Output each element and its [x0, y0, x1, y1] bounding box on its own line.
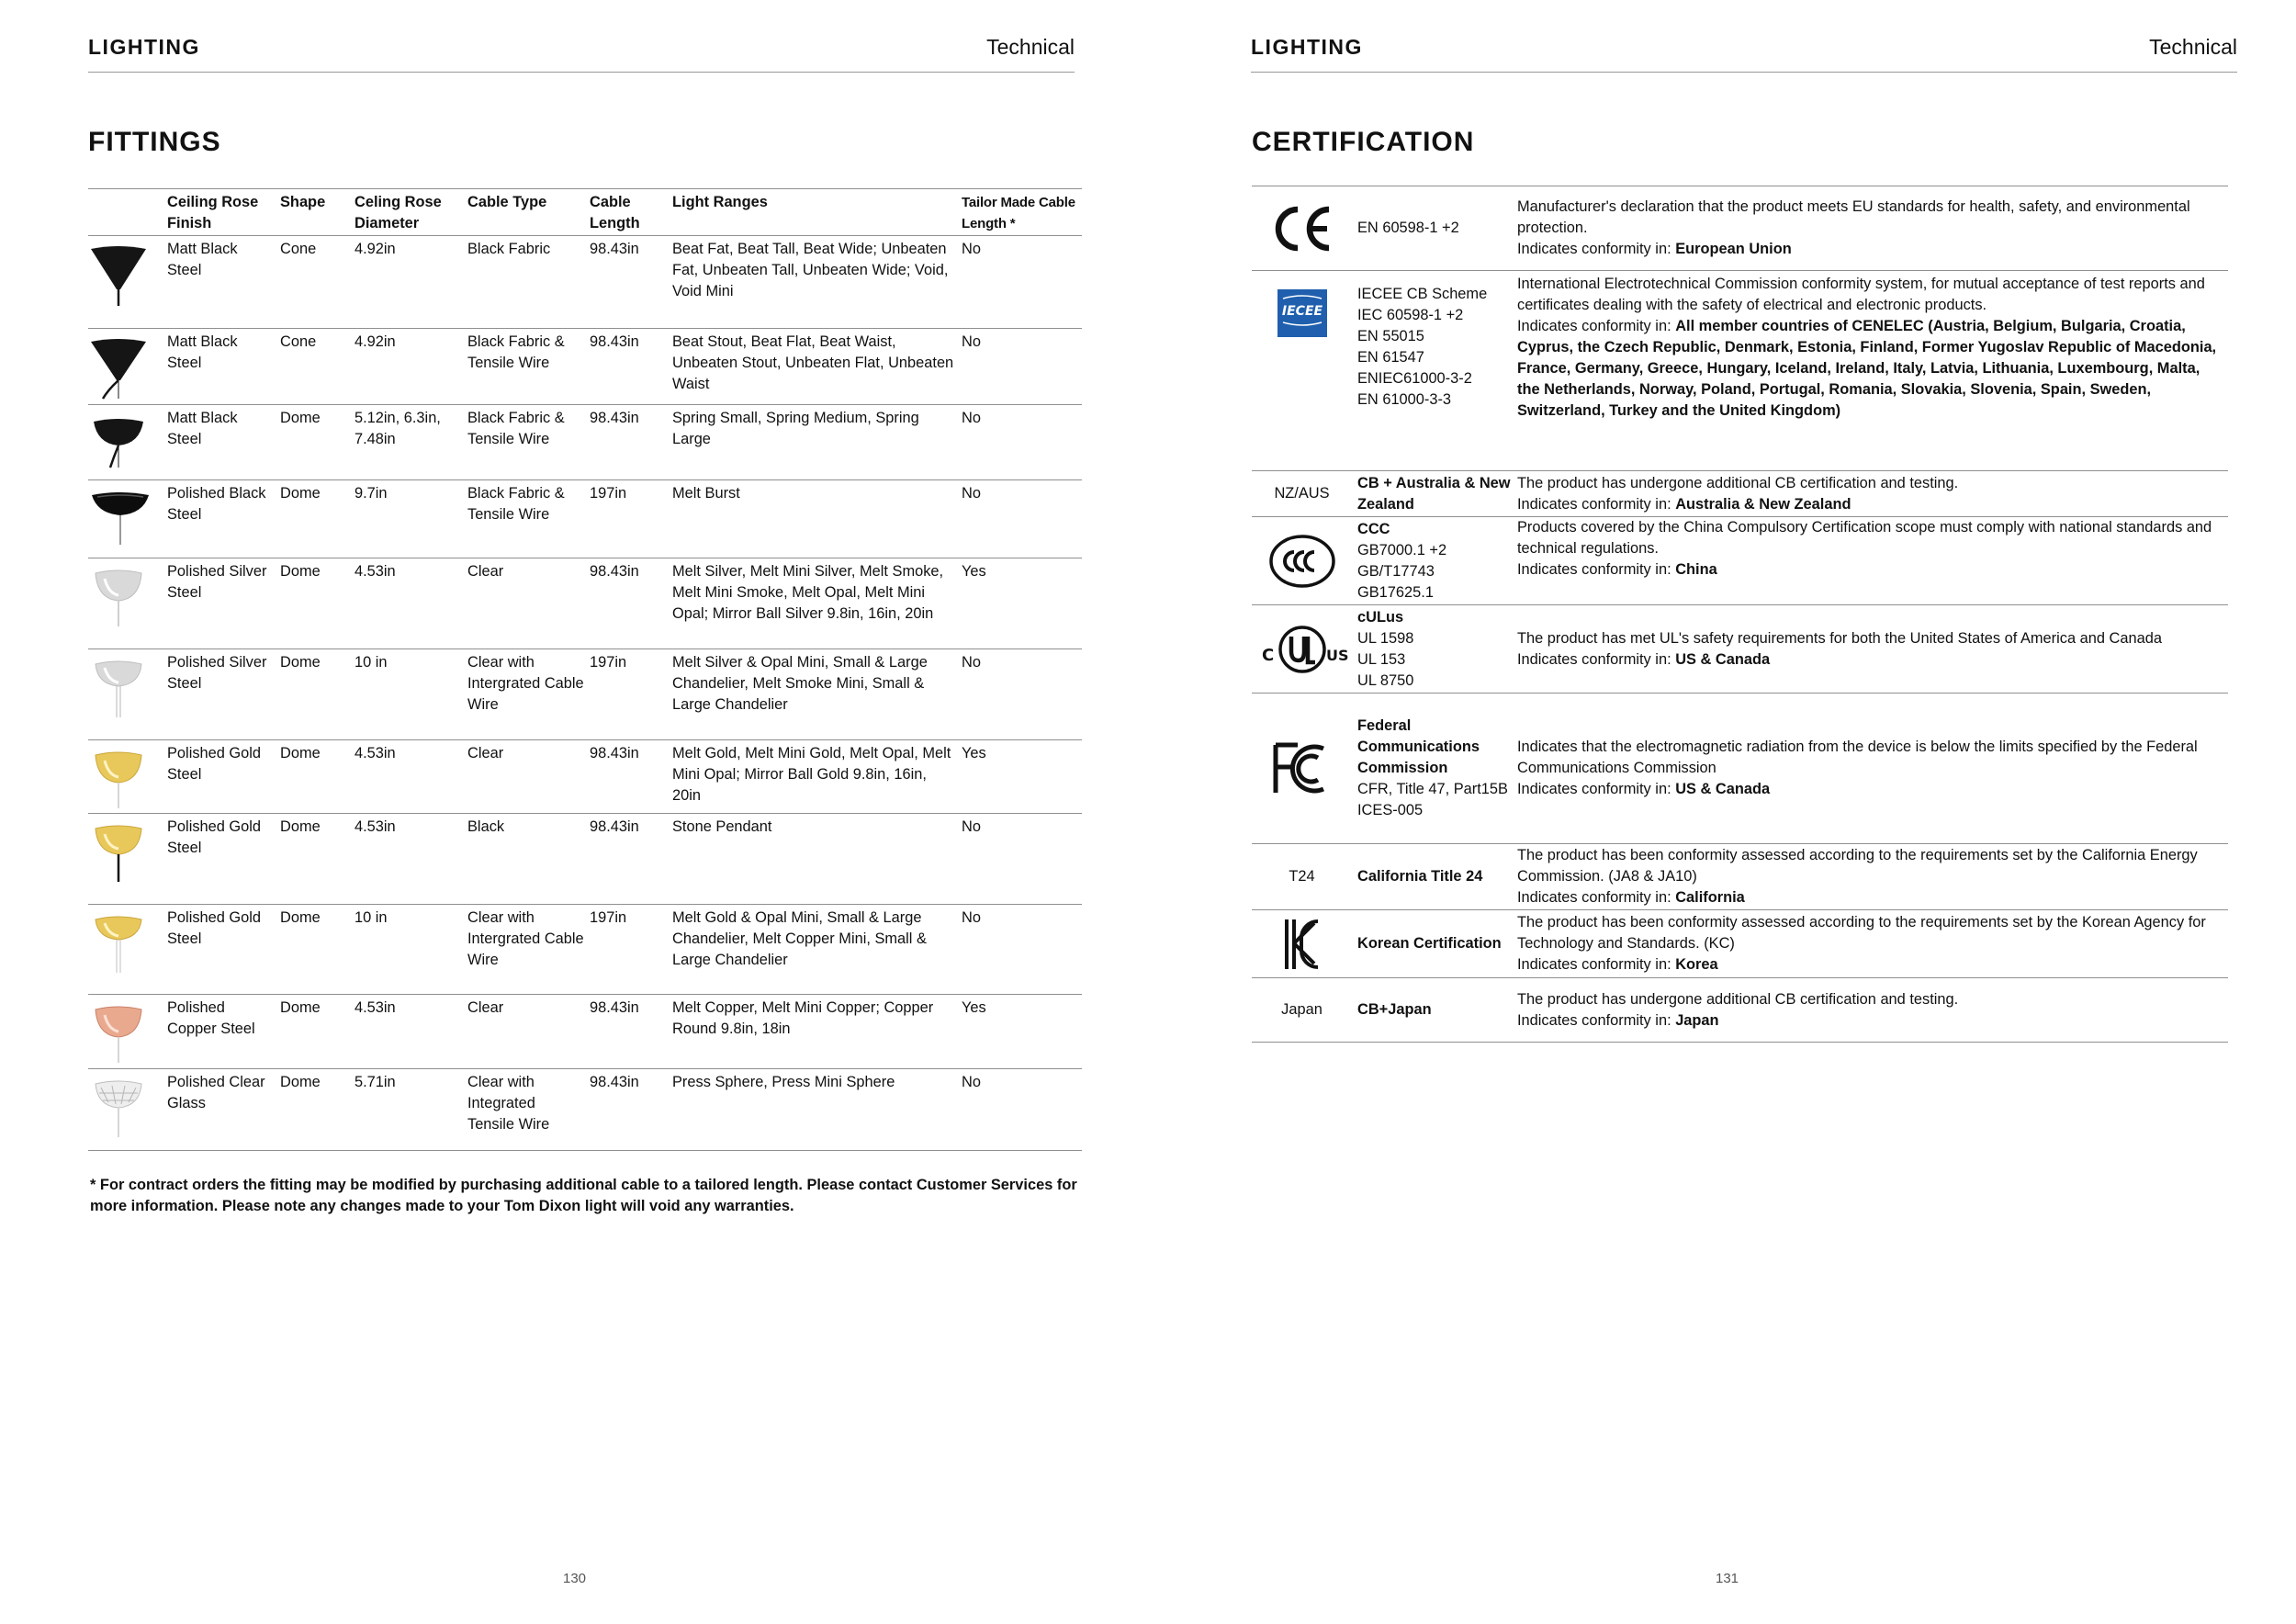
ul-mark-icon: [1252, 605, 1357, 694]
cert-code: GB7000.1 +2: [1357, 541, 1447, 558]
fittings-table: [88, 188, 1082, 1151]
cert-row: [1252, 271, 2228, 471]
col-cable-type: Cable Type: [467, 194, 547, 210]
cell-diameter: 10 in: [355, 909, 388, 926]
cell-tailor: No: [962, 1074, 981, 1090]
conformity-value: China: [1675, 561, 1717, 578]
cert-desc-text: The product has undergone additional CB certification and testing.: [1517, 474, 1959, 491]
cert-description: [1517, 517, 2228, 605]
conformity-prefix: Indicates conformity in:: [1517, 956, 1676, 973]
cell-shape: Dome: [280, 410, 321, 426]
page-header: [1251, 35, 2237, 73]
cell-shape: Dome: [280, 485, 321, 502]
cell-cable-type: Clear: [467, 563, 504, 580]
cert-description: [1517, 978, 2228, 1043]
cell-tailor: Yes: [962, 563, 986, 580]
svg-text:US: US: [1325, 646, 1349, 664]
table-row: [88, 905, 1082, 995]
cert-desc-text: The product has been conformity assessed according to the requirements set by the California Energy Commission. (JA8 & JA10): [1517, 847, 2198, 885]
cell-diameter: 4.92in: [355, 333, 396, 350]
cert-row: [1252, 186, 2228, 271]
cell-tailor: No: [962, 241, 981, 257]
cert-code: IEC 60598-1 +2: [1357, 307, 1464, 323]
cone-fitting-icon: [88, 329, 167, 405]
table-row: [88, 1069, 1082, 1151]
cell-cable-type: Clear with Intergrated Cable Wire: [467, 909, 584, 968]
dome-fitting-icon: [88, 814, 167, 905]
iecee-logo-text: IECEE: [1281, 304, 1322, 319]
cert-description: [1517, 271, 2228, 471]
cell-cable-length: 197in: [590, 654, 627, 671]
cell-cable-type: Clear with Intergrated Cable Wire: [467, 654, 584, 713]
cell-finish: Polished Gold Steel: [167, 818, 262, 856]
cell-cable-type: Black Fabric & Tensile Wire: [467, 333, 565, 371]
cert-name: CB+Japan: [1357, 1001, 1432, 1018]
cell-cable-type: Black Fabric: [467, 241, 551, 257]
page-title: CERTIFICATION: [1252, 127, 1475, 157]
dome-fitting-icon: [88, 905, 167, 995]
cell-cable-length: 197in: [590, 485, 627, 502]
conformity-value: US & Canada: [1675, 781, 1771, 797]
cell-tailor: No: [962, 654, 981, 671]
cert-description: [1517, 186, 2228, 271]
col-shape: Shape: [280, 194, 326, 210]
cell-diameter: 4.53in: [355, 745, 396, 761]
cell-finish: Matt Black Steel: [167, 410, 238, 447]
cert-name: cULus: [1357, 608, 1404, 626]
brand-title: LIGHTING: [88, 35, 200, 59]
cert-description: [1517, 605, 2228, 694]
conformity-value: All member countries of CENELEC (Austria, Belgium, Bulgaria, Croatia, Cyprus, the Czech Republic, Denmark, Estonia, Finland, Former Yugoslav Republic of Macedonia, France, Germany, Greece, Hungary, Iceland, Ireland, Italy, Latvia, Lithuania, Luxembourg, Malta, the Netherlands, Norway, Poland, Portugal, Romania, Slovakia, Slovenia, Spain, Sweden, Switzerland, Turkey and the United Kingdom): [1517, 318, 2217, 419]
table-row: [88, 649, 1082, 740]
cert-code: EN 60598-1 +2: [1357, 220, 1459, 236]
cert-desc-text: Indicates that the electromagnetic radiation from the device is below the limits specified by the Federal Communications Commission: [1517, 739, 2198, 776]
cert-code: ENIEC61000-3-2: [1357, 370, 1472, 387]
fcc-mark-icon: [1252, 694, 1357, 844]
svg-text:C: C: [1261, 645, 1274, 665]
cell-shape: Dome: [280, 745, 321, 761]
cell-shape: Dome: [280, 1074, 321, 1090]
dome-fitting-icon: [88, 740, 167, 814]
cell-cable-length: 98.43in: [590, 563, 639, 580]
conformity-value: Australia & New Zealand: [1675, 495, 1851, 513]
cell-tailor: No: [962, 909, 981, 926]
cell-cable-type: Clear: [467, 999, 504, 1016]
cert-row: [1252, 844, 2228, 910]
page-number: 131: [1716, 1571, 1739, 1586]
cell-cable-length: 98.43in: [590, 410, 639, 426]
cell-finish: Matt Black Steel: [167, 241, 238, 278]
cone-fitting-icon: [88, 236, 167, 329]
cell-diameter: 4.53in: [355, 818, 396, 835]
cell-tailor: No: [962, 485, 981, 502]
cert-row: [1252, 517, 2228, 605]
col-cable-length: Cable Length: [590, 194, 640, 231]
cell-shape: Dome: [280, 654, 321, 671]
cert-code: GB/T17743: [1357, 562, 1435, 580]
cell-finish: Matt Black Steel: [167, 333, 238, 371]
kc-mark-icon: [1252, 910, 1357, 978]
cert-desc-text: The product has met UL's safety requirements for both the United States of America and Canada: [1517, 629, 2162, 647]
cert-region-tag: Japan: [1281, 1001, 1322, 1018]
cell-finish: Polished Gold Steel: [167, 745, 262, 783]
page-title: FITTINGS: [88, 127, 221, 157]
cell-diameter: 4.53in: [355, 999, 396, 1016]
cert-name: Federal Communications Commission: [1357, 717, 1480, 776]
cell-shape: Cone: [280, 333, 317, 350]
certification-table: [1252, 186, 2228, 1043]
cert-row: [1252, 694, 2228, 844]
ccc-mark-icon: [1252, 517, 1357, 605]
cell-cable-type: Clear with Integrated Tensile Wire: [467, 1074, 550, 1133]
col-finish: Ceiling Rose Finish: [167, 194, 259, 231]
cert-codes: [1357, 605, 1517, 694]
cert-row: [1252, 910, 2228, 978]
iecee-logo-icon: [1252, 271, 1357, 471]
cell-ranges: Spring Small, Spring Medium, Spring Large: [672, 410, 919, 447]
cert-codes: [1357, 271, 1517, 471]
dome-fitting-icon: [88, 649, 167, 740]
cert-region-tag: NZ/AUS: [1274, 485, 1330, 502]
col-image: [88, 189, 167, 236]
cell-tailor: No: [962, 333, 981, 350]
cert-row: [1252, 978, 2228, 1043]
dome-fitting-icon: [88, 1069, 167, 1151]
dome-fitting-icon: [88, 405, 167, 480]
cell-cable-type: Black: [467, 818, 505, 835]
cell-shape: Cone: [280, 241, 317, 257]
cert-desc-text: Manufacturer's declaration that the product meets EU standards for health, safety, and environmental protection.: [1517, 198, 2190, 236]
cert-codes: [1357, 517, 1517, 605]
cell-finish: Polished Copper Steel: [167, 999, 255, 1037]
cell-finish: Polished Gold Steel: [167, 909, 262, 947]
cell-ranges: Stone Pendant: [672, 818, 772, 835]
cert-description: [1517, 910, 2228, 978]
cert-code: GB17625.1: [1357, 583, 1434, 601]
cell-ranges: Melt Burst: [672, 485, 740, 502]
cert-row: [1252, 471, 2228, 517]
conformity-prefix: Indicates conformity in:: [1517, 241, 1676, 257]
conformity-value: Japan: [1675, 1011, 1719, 1029]
cert-desc-text: The product has been conformity assessed according to the requirements set by the Korean Agency for Technology and Standards. (KC): [1517, 914, 2206, 952]
conformity-prefix: Indicates conformity in:: [1517, 889, 1676, 906]
cert-code: EN 55015: [1357, 328, 1424, 344]
table-row: [88, 236, 1082, 329]
cert-code: EN 61000-3-3: [1357, 391, 1452, 408]
cert-name: CCC: [1357, 520, 1390, 537]
cert-codes: [1357, 694, 1517, 844]
conformity-prefix: Indicates conformity in:: [1517, 495, 1676, 513]
conformity-prefix: Indicates conformity in:: [1517, 1011, 1676, 1029]
table-row: [88, 480, 1082, 558]
cell-diameter: 9.7in: [355, 485, 388, 502]
cell-ranges: Melt Silver & Opal Mini, Small & Large Chandelier, Melt Smoke Mini, Small & Large Chandelier: [672, 654, 928, 713]
cell-shape: Dome: [280, 999, 321, 1016]
cert-desc-text: Products covered by the China Compulsory Certification scope must comply with national standards and technical regulations.: [1517, 519, 2212, 557]
cell-ranges: Melt Gold, Melt Mini Gold, Melt Opal, Melt Mini Opal; Mirror Ball Gold 9.8in, 16in, 20in: [672, 745, 951, 804]
cell-cable-length: 98.43in: [590, 999, 639, 1016]
cert-description: [1517, 844, 2228, 910]
table-row: [88, 558, 1082, 649]
cell-cable-type: Black Fabric & Tensile Wire: [467, 485, 565, 523]
cert-code: ICES-005: [1357, 802, 1424, 818]
cell-diameter: 4.92in: [355, 241, 396, 257]
conformity-value: European Union: [1675, 241, 1792, 257]
col-tailor-made: Tailor Made Cable Length *: [962, 195, 1075, 231]
cert-codes: [1357, 186, 1517, 271]
page-header: [88, 35, 1075, 73]
cell-finish: Polished Black Steel: [167, 485, 266, 523]
cell-cable-length: 98.43in: [590, 745, 639, 761]
conformity-prefix: Indicates conformity in:: [1517, 650, 1676, 668]
cert-code: IECEE CB Scheme: [1357, 286, 1488, 302]
conformity-value: US & Canada: [1675, 650, 1771, 668]
cert-description: [1517, 471, 2228, 517]
cell-cable-length: 98.43in: [590, 1074, 639, 1090]
cell-shape: Dome: [280, 563, 321, 580]
cell-ranges: Melt Silver, Melt Mini Silver, Melt Smoke, Melt Mini Smoke, Melt Opal, Melt Mini Opal; Mirror Ball Silver 9.8in, 16in, 20in: [672, 563, 944, 622]
conformity-prefix: Indicates conformity in:: [1517, 561, 1676, 578]
cell-cable-length: 98.43in: [590, 241, 639, 257]
cell-diameter: 5.12in, 6.3in, 7.48in: [355, 410, 441, 447]
cell-cable-type: Clear: [467, 745, 504, 761]
cell-tailor: No: [962, 410, 981, 426]
page-number: 130: [563, 1571, 587, 1586]
dome-fitting-icon: [88, 480, 167, 558]
cell-ranges: Melt Gold & Opal Mini, Small & Large Chandelier, Melt Copper Mini, Small & Large Chandelier: [672, 909, 927, 968]
cell-ranges: Beat Stout, Beat Flat, Beat Waist, Unbeaten Stout, Unbeaten Flat, Unbeaten Waist: [672, 333, 954, 392]
table-row: [88, 814, 1082, 905]
cell-tailor: No: [962, 818, 981, 835]
section-title: Technical: [986, 35, 1075, 59]
conformity-value: Korea: [1675, 956, 1718, 973]
cert-code: UL 153: [1357, 650, 1406, 668]
cell-ranges: Beat Fat, Beat Tall, Beat Wide; Unbeaten Fat, Unbeaten Tall, Unbeaten Wide; Void, Void Mini: [672, 241, 949, 299]
cert-name: Korean Certification: [1357, 935, 1502, 952]
footnote: * For contract orders the fitting may be modified by purchasing additional cable to a tailored length. Please contact Customer Services for more information. Please note any changes made to your Tom Dixon light will void any warranties.: [90, 1177, 1077, 1214]
cert-code: CFR, Title 47, Part15B: [1357, 781, 1508, 797]
cell-diameter: 10 in: [355, 654, 388, 671]
cert-code: UL 8750: [1357, 671, 1414, 689]
cell-tailor: Yes: [962, 745, 986, 761]
cert-desc-text: The product has undergone additional CB certification and testing.: [1517, 990, 1959, 1008]
cert-desc-text: International Electrotechnical Commission conformity system, for mutual acceptance of test reports and certificates dealing with the safety of electrical and electronic products.: [1517, 276, 2205, 313]
cell-cable-type: Black Fabric & Tensile Wire: [467, 410, 565, 447]
cert-name: CB + Australia & New Zealand: [1357, 474, 1511, 513]
cert-description: [1517, 694, 2228, 844]
table-row: [88, 995, 1082, 1069]
cell-finish: Polished Silver Steel: [167, 654, 267, 692]
cell-ranges: Press Sphere, Press Mini Sphere: [672, 1074, 895, 1090]
cell-shape: Dome: [280, 909, 321, 926]
section-title: Technical: [2149, 35, 2237, 59]
cell-cable-length: 98.43in: [590, 818, 639, 835]
cert-region-tag: T24: [1289, 868, 1315, 885]
col-diameter: Celing Rose Diameter: [355, 194, 442, 231]
conformity-prefix: Indicates conformity in:: [1517, 318, 1676, 334]
cell-tailor: Yes: [962, 999, 986, 1016]
table-header-row: [88, 189, 1082, 236]
table-row: [88, 329, 1082, 405]
table-row: [88, 405, 1082, 480]
dome-fitting-icon: [88, 995, 167, 1069]
cert-row: [1252, 605, 2228, 694]
cell-ranges: Melt Copper, Melt Mini Copper; Copper Round 9.8in, 18in: [672, 999, 934, 1037]
conformity-value: California: [1675, 889, 1745, 906]
ce-mark-icon: [1252, 186, 1357, 271]
cert-code: UL 1598: [1357, 629, 1414, 647]
cell-finish: Polished Clear Glass: [167, 1074, 265, 1111]
brand-title: LIGHTING: [1251, 35, 1363, 59]
cert-name: California Title 24: [1357, 868, 1483, 885]
dome-fitting-icon: [88, 558, 167, 649]
col-light-ranges: Light Ranges: [672, 194, 768, 210]
conformity-prefix: Indicates conformity in:: [1517, 781, 1676, 797]
right-page: [1148, 0, 2296, 1624]
cell-shape: Dome: [280, 818, 321, 835]
cell-cable-length: 197in: [590, 909, 627, 926]
table-row: [88, 740, 1082, 814]
cell-finish: Polished Silver Steel: [167, 563, 267, 601]
cell-diameter: 5.71in: [355, 1074, 396, 1090]
cert-code: EN 61547: [1357, 349, 1424, 366]
cell-cable-length: 98.43in: [590, 333, 639, 350]
cell-diameter: 4.53in: [355, 563, 396, 580]
